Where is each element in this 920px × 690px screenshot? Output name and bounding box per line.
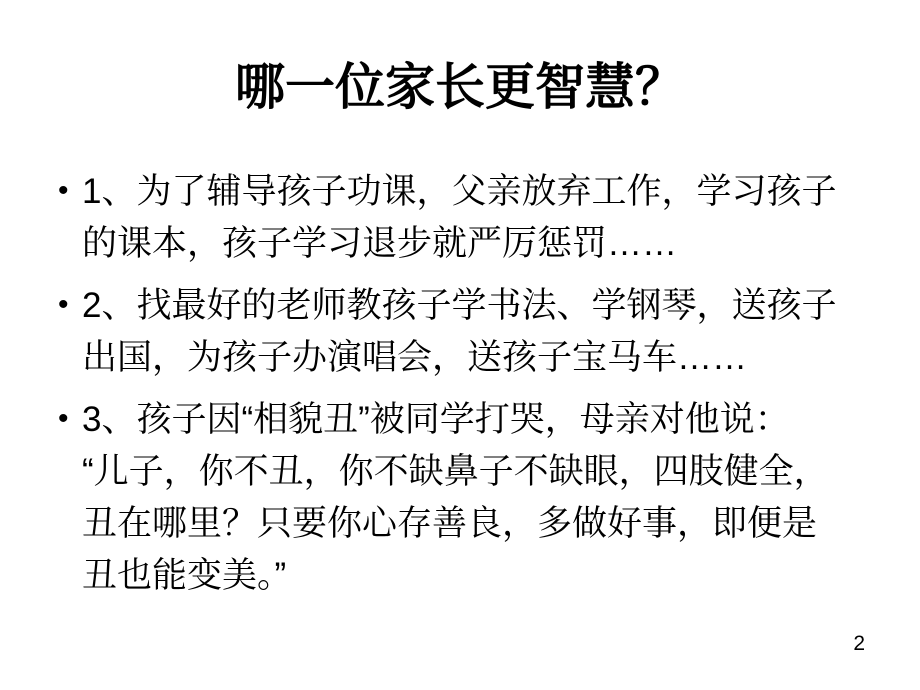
bullet-item-3 [58, 394, 884, 602]
bullet-1-line-1: 1、为了辅导孩子功课，父亲放弃工作，学习孩子 [82, 172, 837, 211]
bullet-2-line-2: 出国，为孩子办演唱会，送孩子宝马车…… [82, 338, 748, 377]
bullet-3-line-1: 3、孩子因“相貌丑”被同学打哭，母亲对他说： [82, 400, 790, 439]
bullet-2-line-1: 2、找最好的老师教孩子学书法、学钢琴，送孩子 [82, 286, 837, 325]
bullet-3-line-2: “儿子，你不丑，你不缺鼻子不缺眼，四肢健全， [82, 452, 829, 491]
bullet-item-2 [58, 280, 884, 384]
bullet-marker-icon: • [58, 402, 69, 435]
bullet-marker-icon: • [58, 174, 69, 207]
bullet-3-line-4: 丑也能变美。” [82, 556, 287, 595]
bullet-2-text [82, 280, 884, 384]
bullet-1-line-2: 的课本，孩子学习退步就严厉惩罚…… [82, 224, 678, 263]
bullet-marker-icon: • [58, 288, 69, 321]
bullet-list [58, 166, 884, 612]
bullet-item-1 [58, 166, 884, 270]
bullet-3-text [82, 394, 884, 602]
bullet-3-line-3: 丑在哪里？只要你心存善良，多做好事，即便是 [82, 504, 818, 543]
bullet-1-text [82, 166, 884, 270]
slide-title: 哪一位家长更智慧？ [235, 59, 685, 115]
page-number: 2 [853, 632, 865, 655]
